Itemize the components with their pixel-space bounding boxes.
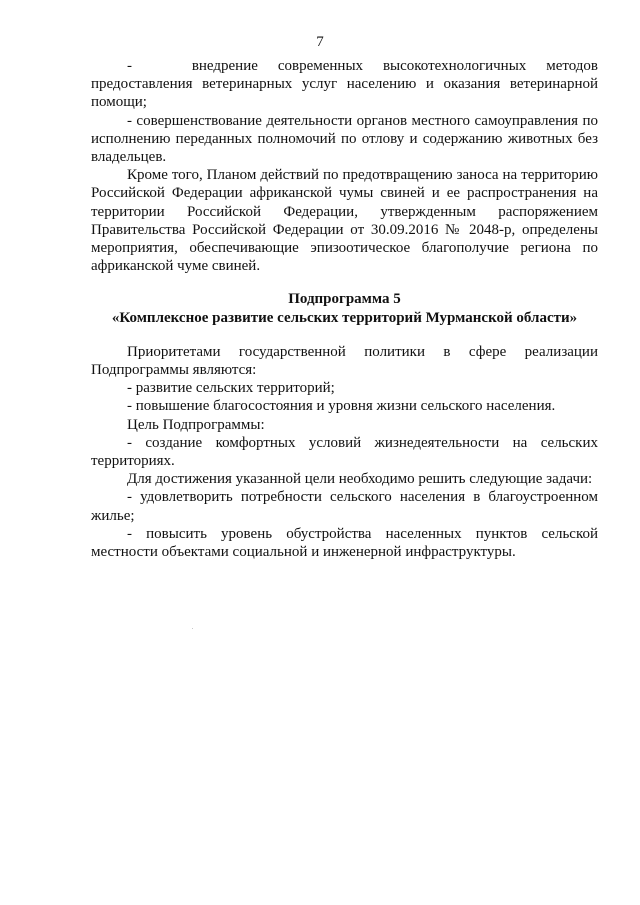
list-item-rural-development: - развитие сельских территорий; [127,380,335,397]
paragraph-priorities: Приоритетами государственной политики в сфере реализации Подпрограммы являются: [91,343,598,379]
list-item-local-government: - совершенствование деятельности органов местного самоуправления по исполнению переданных полномочий по отлову и содержанию животных без владельцев. [91,112,598,166]
list-item-welfare: - повышение благосостояния и уровня жизни сельского населения. [127,398,556,415]
list-item-comfortable-conditions: - создание комфортных условий жизнедеятельности на сельских территориях. [91,434,598,470]
page-number: 7 [316,34,324,50]
list-item-infrastructure: - повысить уровень обустройства населенных пунктов сельской местности объектами социальной и инженерной инфраструктуры. [91,525,598,561]
scan-dot [192,628,193,629]
list-item-veterinary-methods: - внедрение современных высокотехнологичных методов предоставления ветеринарных услуг населению и оказания ветеринарной помощи; [91,58,598,111]
spacer [91,275,598,290]
spacer [91,327,598,343]
paragraph-goal-label: Цель Подпрограммы: [127,416,265,433]
document-body [91,57,598,561]
subprogram-name: «Комплексное развитие сельских территорий Мурманской области» [111,309,578,326]
paragraph-action-plan: Кроме того, Планом действий по предотвращению заноса на территорию Российской Федерации африканской чумы свиней и ее распространения на территории Российской Федерации, утвержденным распоряжением Правительства Российской Федерации от 30.09.2016 № 2048-р, определены мероприятия, обеспечивающие эпизоотическое благополучие региона по африканской чуме свиней. [91,167,598,275]
subprogram-title: Подпрограмма 5 [288,291,401,308]
list-item-housing: - удовлетворить потребности сельского населения в благоустроенном жилье; [91,489,598,524]
paragraph-tasks: Для достижения указанной цели необходимо решить следующие задачи: [127,471,593,488]
